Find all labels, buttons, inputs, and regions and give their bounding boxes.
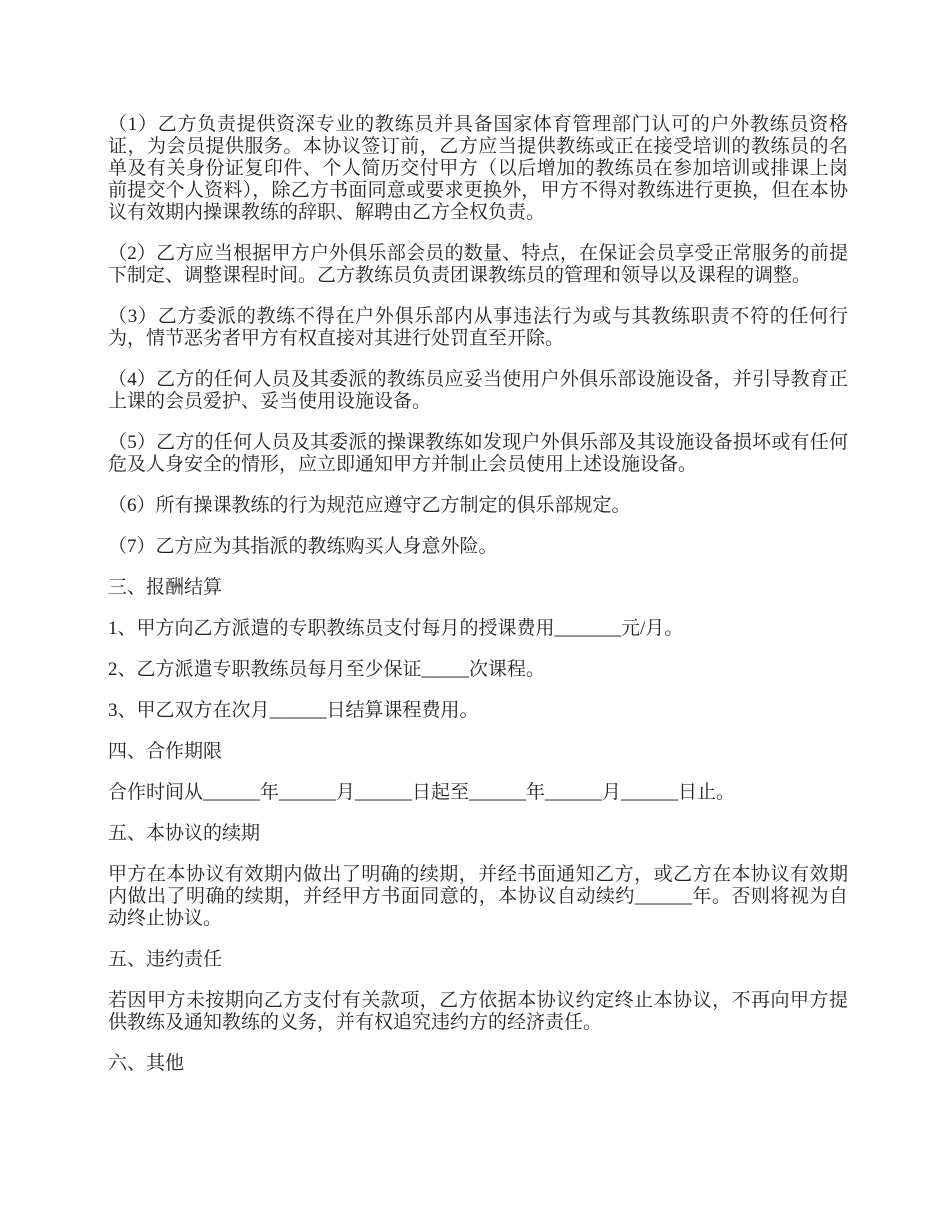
cooperation-term-paragraph: 合作时间从______年______月______日起至______年______月______日止。	[108, 782, 736, 803]
clause-item-2: （2）乙方应当根据甲方户外俱乐部会员的数量、特点，在保证会员享受正常服务的前提下制定、调整课程时间。乙方教练员负责团课教练员的管理和领导以及课程的调整。	[108, 243, 848, 286]
clause-item-1: （1）乙方负责提供资深专业的教练员并具备国家体育管理部门认可的户外教练员资格证，为会员提供服务。本协议签订前，乙方应当提供教练或正在接受培训的教练员的名单及有关身份证复印件、个人简历交付甲方（以后增加的教练员在参加培训或排课上岗前提交个人资料），除乙方书面同意或要求更换外，甲方不得对教练进行更换，但在本协议有效期内操课教练的辞职、解聘由乙方全权负责。	[108, 114, 848, 223]
section-heading-cooperation-term: 四、合作期限	[108, 741, 223, 762]
breach-liability-paragraph: 若因甲方未按期向乙方支付有关款项，乙方依据本协议约定终止本协议，不再向甲方提供教练及通知教练的义务，并有权追究违约方的经济责任。	[108, 990, 848, 1033]
remuneration-item-2: 2、乙方派遣专职教练员每月至少保证_____次课程。	[108, 659, 546, 680]
section-heading-renewal: 五、本协议的续期	[108, 823, 261, 844]
remuneration-item-1: 1、甲方向乙方派遣的专职教练员支付每月的授课费用_______元/月。	[108, 618, 684, 639]
clause-item-3: （3）乙方委派的教练不得在户外俱乐部内从事违法行为或与其教练职责不符的任何行为，情节恶劣者甲方有权直接对其进行处罚直至开除。	[108, 306, 848, 349]
clause-item-7: （7）乙方应为其指派的教练购买人身意外险。	[108, 536, 498, 557]
clause-item-4: （4）乙方的任何人员及其委派的教练员应妥当使用户外俱乐部设施设备，并引导教育正上课的会员爱护、妥当使用设施设备。	[108, 369, 848, 412]
clause-item-6: （6）所有操课教练的行为规范应遵守乙方制定的俱乐部规定。	[108, 495, 631, 516]
section-heading-breach-liability: 五、违约责任	[108, 949, 223, 970]
renewal-paragraph: 甲方在本协议有效期内做出了明确的续期，并经书面通知乙方，或乙方在本协议有效期内做出了明确的续期，并经甲方书面同意的，本协议自动续约______年。否则将视为自动终止协议。	[108, 864, 848, 929]
clause-item-5: （5）乙方的任何人员及其委派的操课教练如发现户外俱乐部及其设施设备损坏或有任何危及人身安全的情形，应立即通知甲方并制止会员使用上述设施设备。	[108, 432, 848, 475]
section-heading-others: 六、其他	[108, 1053, 185, 1074]
remuneration-item-3: 3、甲乙双方在次月______日结算课程费用。	[108, 700, 479, 721]
section-heading-remuneration: 三、报酬结算	[108, 577, 223, 598]
